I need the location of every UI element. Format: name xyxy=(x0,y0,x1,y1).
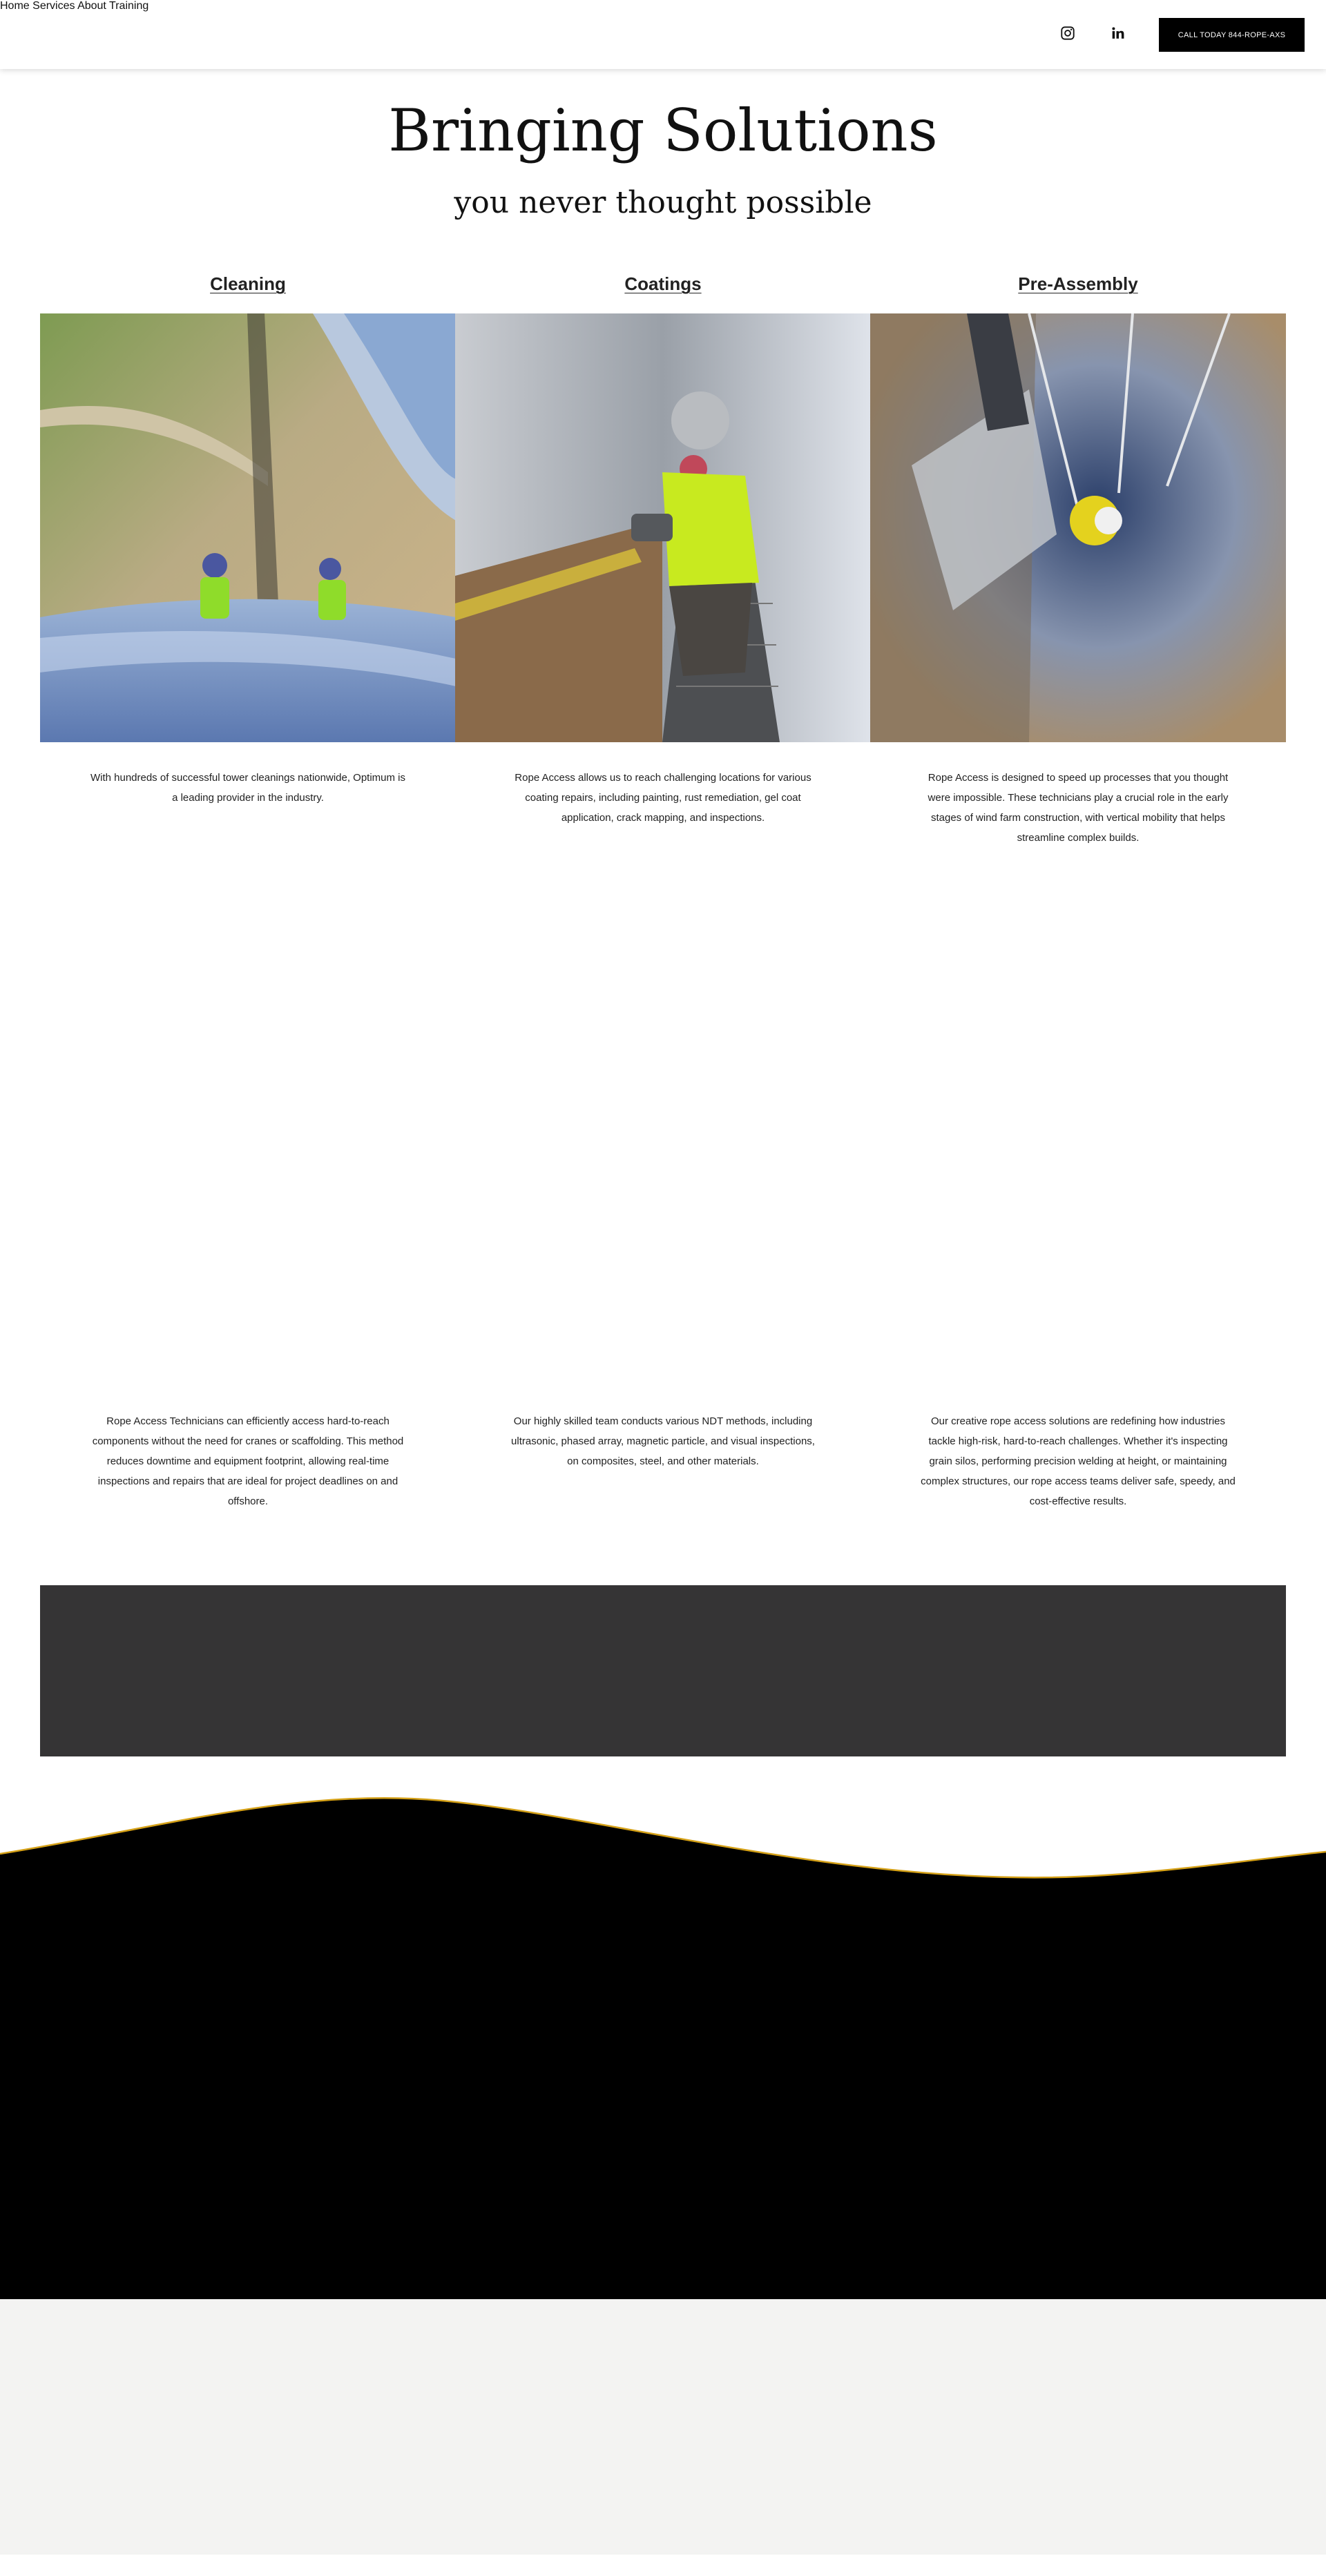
photo-cleaning xyxy=(40,313,456,742)
linkedin-icon[interactable] xyxy=(1109,24,1127,42)
photo-coatings xyxy=(455,313,871,742)
nav-item-home[interactable]: Home xyxy=(0,0,30,12)
dark-banner xyxy=(40,1585,1286,1756)
instagram-icon[interactable] xyxy=(1059,24,1077,42)
service-description-cleaning: With hundreds of successful tower cleanings nationwide, Optimum is a leading provider in the industry. xyxy=(90,772,406,804)
nav-item-about[interactable]: About xyxy=(77,0,106,12)
nav-item-services[interactable]: Services xyxy=(32,0,75,12)
service-title-coatings[interactable]: Coatings xyxy=(624,273,702,294)
main-nav xyxy=(0,0,1326,12)
call-today-button[interactable]: CALL TODAY 844-ROPE-AXS xyxy=(1159,18,1305,52)
photo-pre-assembly xyxy=(870,313,1286,742)
footer xyxy=(0,1892,1326,2299)
site-header xyxy=(0,0,1326,69)
hero-subtitle: you never thought possible xyxy=(454,185,872,220)
service-description-coatings: Rope Access allows us to reach challenging locations for various coating repairs, including painting, rust remediation, gel coat application, crack mapping, and inspections. xyxy=(515,772,811,824)
hero-title: Bringing Solutions xyxy=(388,97,938,164)
service-description-pre-assembly: Rope Access is designed to speed up processes that you thought were impossible. These technicians play a crucial role in the early stages of wind farm construction, with vertical mobility that helps streamline complex builds. xyxy=(928,772,1229,844)
service-title-cleaning[interactable]: Cleaning xyxy=(210,273,286,294)
service-description-creative: Our creative rope access solutions are redefining how industries tackle high-risk, hard-to-reach challenges. Whether it's inspecting grain silos, performing precision welding at height, or maintaining complex structures, our rope access teams deliver safe, speedy, and cost-effective results. xyxy=(921,1415,1236,1507)
service-title-pre-assembly[interactable]: Pre-Assembly xyxy=(1018,273,1138,294)
service-description-ndt: Our highly skilled team conducts various NDT methods, including ultrasonic, phased array, magnetic particle, and visual inspections, on composites, steel, and other materials. xyxy=(511,1415,815,1467)
footer-bottom xyxy=(0,2299,1326,2555)
nav-item-training[interactable]: Training xyxy=(109,0,149,12)
service-description-access: Rope Access Technicians can efficiently access hard-to-reach components without the need for cranes or scaffolding. This method reduces downtime and equipment footprint, allowing real-time inspections and repairs that are ideal for project deadlines on and offshore. xyxy=(92,1415,404,1507)
